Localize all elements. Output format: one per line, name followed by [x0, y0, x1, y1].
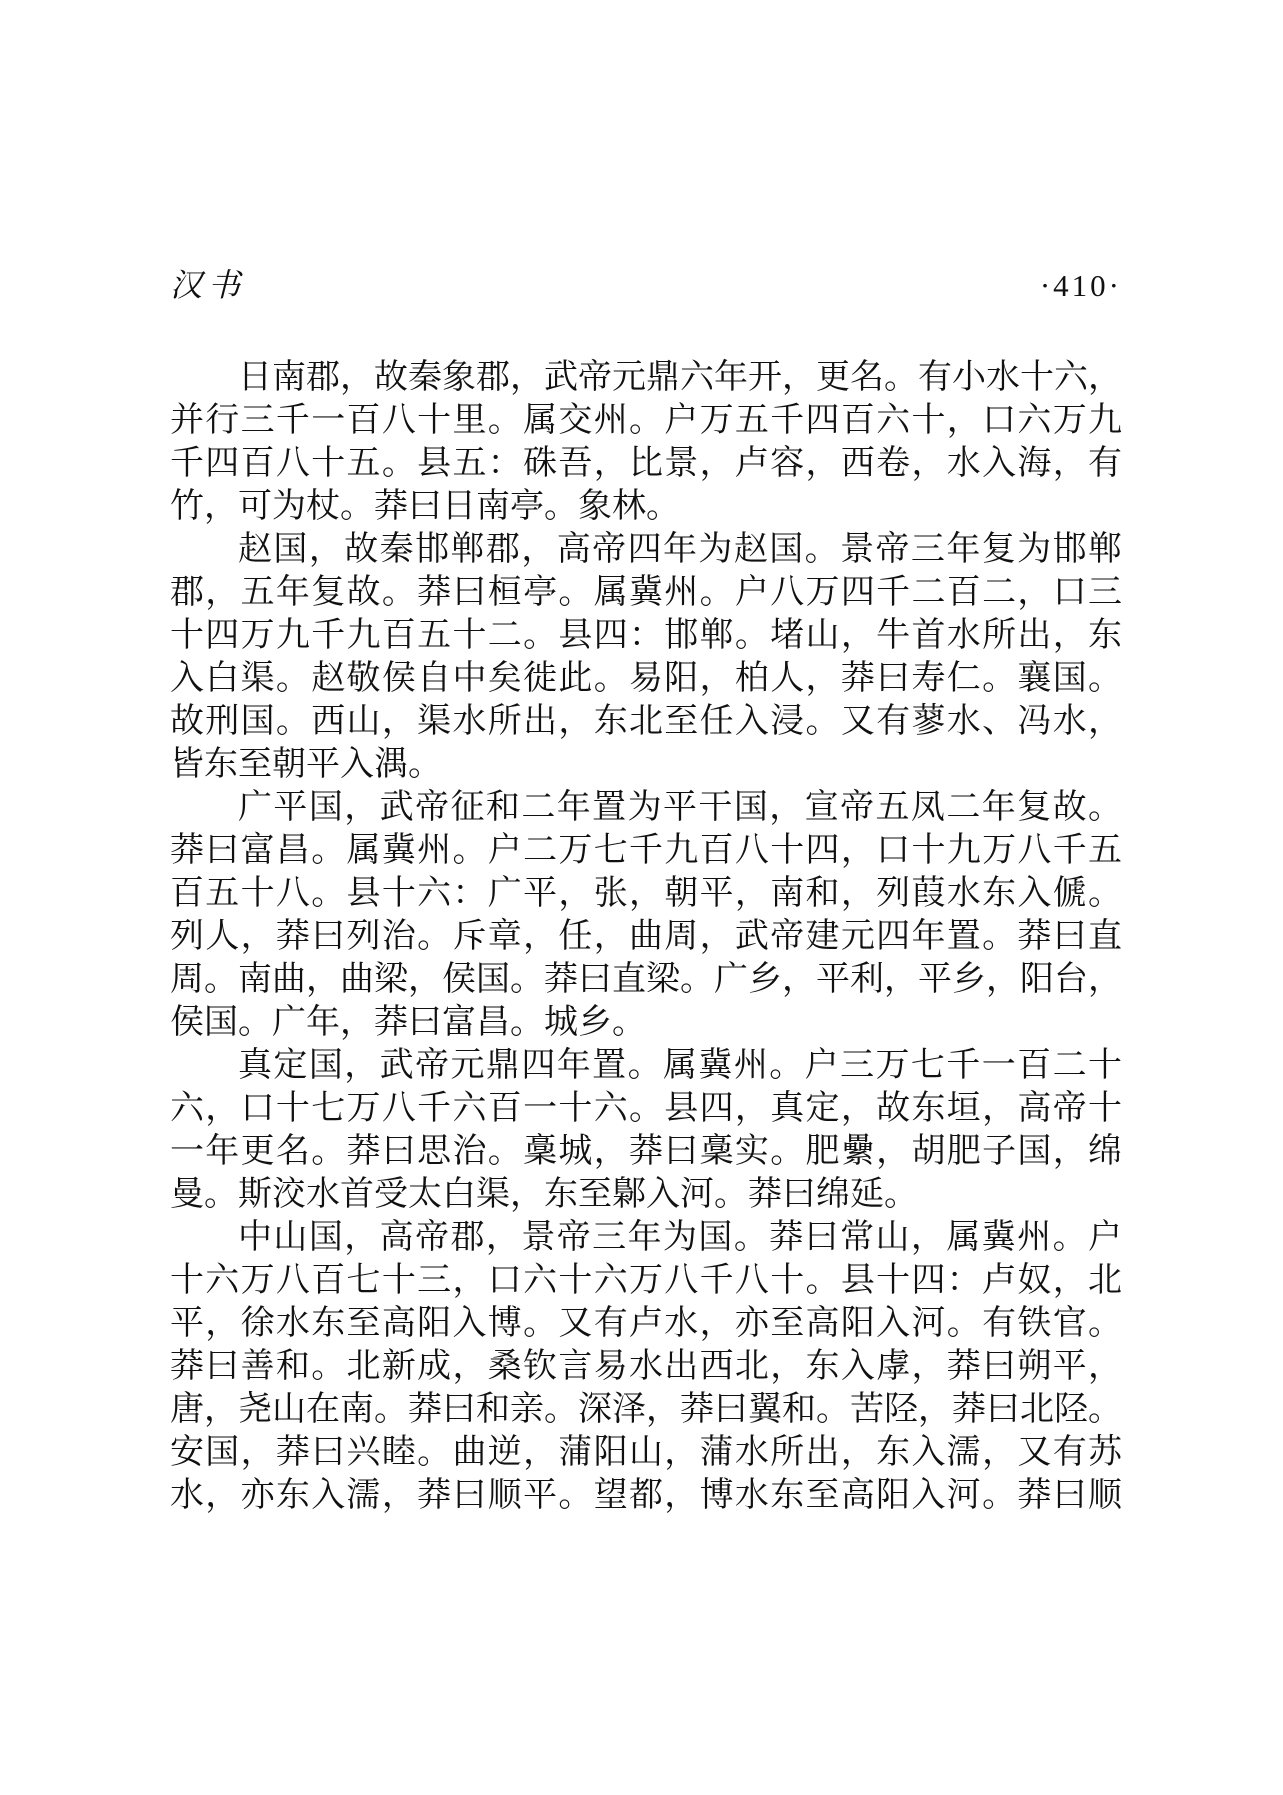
text-line: 平，徐水东至高阳入博。又有卢水，亦至高阳入河。有铁官。 — [170, 1305, 1122, 1342]
text-line: 水，亦东入濡，莽曰顺平。望都，博水东至高阳入河。莽曰顺 — [170, 1477, 1122, 1514]
book-title: 汉书 — [170, 267, 247, 303]
text-line: 皆东至朝平入湡。 — [170, 746, 442, 783]
text-line: 列人，莽曰列治。斥章，任，曲周，武帝建元四年置。莽曰直 — [170, 918, 1122, 955]
text-line: 六，口十七万八千六百一十六。县四，真定，故东垣，高帝十 — [170, 1090, 1122, 1127]
text-line: 竹，可为杖。莽曰日南亭。象林。 — [170, 488, 680, 525]
text-line: 唐，尧山在南。莽曰和亲。深泽，莽曰翼和。苦陉，莽曰北陉。 — [170, 1391, 1122, 1428]
text-line: 莽曰善和。北新成，桑钦言易水出西北，东入虖，莽曰朔平， — [170, 1348, 1122, 1385]
text-line: 侯国。广年，莽曰富昌。城乡。 — [170, 1004, 646, 1041]
page-number: ·410· — [1039, 268, 1122, 303]
text-body — [170, 356, 1122, 1517]
text-line: 莽曰富昌。属冀州。户二万七千九百八十四，口十九万八千五 — [170, 832, 1122, 869]
text-line: 十四万九千九百五十二。县四：邯郸。堵山，牛首水所出，东 — [170, 617, 1122, 654]
text-line: 百五十八。县十六：广平，张，朝平，南和，列葭水东入傂。 — [170, 875, 1122, 912]
text-line: 中山国，高帝郡，景帝三年为国。莽曰常山，属冀州。户 — [238, 1219, 1122, 1256]
text-line: 真定国，武帝元鼎四年置。属冀州。户三万七千一百二十 — [238, 1047, 1122, 1084]
text-line: 日南郡，故秦象郡，武帝元鼎六年开，更名。有小水十六， — [238, 359, 1122, 396]
running-header — [170, 260, 1122, 306]
text-line: 郡，五年复故。莽曰桓亭。属冀州。户八万四千二百二，口三 — [170, 574, 1122, 611]
text-line: 并行三千一百八十里。属交州。户万五千四百六十，口六万九 — [170, 402, 1122, 439]
text-line: 一年更名。莽曰思治。稾城，莽曰稾实。肥纍，胡肥子国，绵 — [170, 1133, 1122, 1170]
text-line: 赵国，故秦邯郸郡，高帝四年为赵国。景帝三年复为邯郸 — [238, 531, 1122, 568]
text-line: 周。南曲，曲梁，侯国。莽曰直梁。广乡，平利，平乡，阳台， — [170, 961, 1122, 998]
text-line: 千四百八十五。县五：硃吾，比景，卢容，西卷，水入海，有 — [170, 445, 1122, 482]
text-line: 十六万八百七十三，口六十六万八千八十。县十四：卢奴，北 — [170, 1262, 1122, 1299]
text-line: 曼。斯洨水首受太白渠，东至鄡入河。莽曰绵延。 — [170, 1176, 918, 1213]
text-line: 入白渠。赵敬侯自中矣徙此。易阳，柏人，莽曰寿仁。襄国。 — [170, 660, 1122, 697]
text-line: 故刑国。西山，渠水所出，东北至任入浸。又有蓼水、冯水， — [170, 703, 1122, 740]
text-line: 广平国，武帝征和二年置为平干国，宣帝五凤二年复故。 — [238, 789, 1122, 826]
text-line: 安国，莽曰兴睦。曲逆，蒲阳山，蒲水所出，东入濡，又有苏 — [170, 1434, 1122, 1471]
